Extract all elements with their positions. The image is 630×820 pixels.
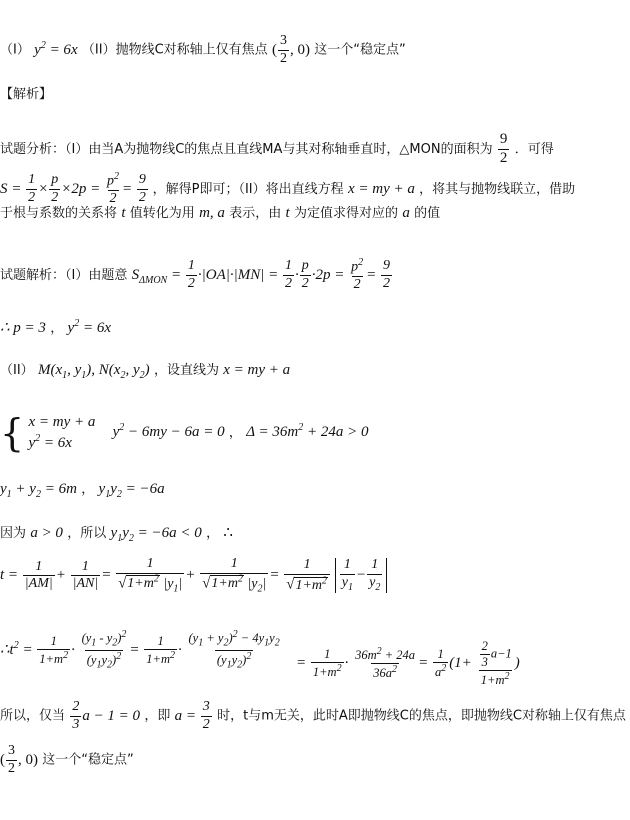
solution-line-6	[0, 526, 233, 544]
p-value: ∴ p = 3	[0, 320, 46, 336]
t-expression: t = $\frac{1}{|AM|}$ + $\frac{1}{|AN|}$ = $\frac{1}{√1+m^2 |y_1|}$ + $\frac{1}{√1+m^2 |y_2|}$ = $\frac{1}{√1+m^2}$ $\frac{1}{y_1}$ − $\frac{1}{y_2}$	[0, 567, 387, 583]
stable-point-text: 这一个“稳定点”	[314, 42, 406, 58]
because-text: 因为	[0, 526, 27, 541]
a-positive: a > 0	[30, 525, 63, 541]
system-eqs: x = my + a $y^2 = 6x$	[28, 414, 96, 452]
comma-4: ，	[206, 526, 220, 541]
t-squared-result: = $\frac{1}{1+m^2}$ · $\frac{36m^2 + 24a}{36a^2}$ = $\frac{1}{a^2}$ (1+ $\frac{2}{3}$ a−1 $1+m^2$ )	[296, 639, 520, 688]
part2-label-2: （II）	[0, 363, 34, 378]
analysis-text-6: 值转化为用	[129, 206, 195, 221]
solution-line-1	[0, 258, 393, 293]
cond-eq: $\frac{2}{3}$ a − 1 = 0	[72, 699, 141, 732]
solution-line-8b	[296, 640, 520, 688]
part1-label: （I）	[0, 42, 30, 58]
quadratic: $y^2 - 6my - 6a = 0$	[112, 422, 225, 441]
solution-line-8	[0, 630, 283, 671]
analysis-line-1	[0, 132, 554, 167]
vieta-sum: $y_1 + y_2 = 6m$	[0, 481, 77, 500]
analysis-text-3: ，解得P即可；（II）将出直线方程	[152, 181, 344, 197]
var-a: a	[402, 205, 410, 221]
comma-2: ，	[228, 425, 242, 441]
comma: ，	[50, 321, 64, 336]
product-negative: $y_1y_2 = -6a < 0$	[110, 525, 202, 544]
solution-line-3	[0, 363, 290, 381]
eq-parabola: $y^2 = 6x$	[34, 39, 78, 58]
solution-line-2	[0, 319, 111, 336]
var-t2: t	[285, 205, 290, 221]
focus-point-2: ( $\frac{3}{2}$ , 0)	[0, 743, 38, 776]
analysis-text-9: 的值	[414, 206, 441, 221]
a-value: a = $\frac{3}{2}$	[174, 699, 210, 732]
conclusion-text-1: 所以，仅当	[0, 708, 66, 724]
system-brace: {	[0, 410, 25, 455]
analysis-text-1: 试题分析：（I）由当A为抛物线C的焦点且直线MA与其对称轴垂直时，△MON的面积为	[0, 141, 493, 157]
answer-line	[0, 34, 406, 66]
analysis-line-3	[0, 206, 440, 221]
comma-3: ，	[81, 482, 95, 497]
conclusion-line-1	[0, 700, 626, 732]
therefore: ∴	[223, 525, 233, 541]
conclusion-line-2	[0, 744, 134, 776]
analysis-text-8: 为定值求得对应的	[294, 206, 399, 221]
area-fraction: $\frac{9}{2}$	[499, 131, 508, 166]
analysis-heading: 【解析】	[0, 87, 53, 102]
part2-label: （II）抛物线C对称轴上仅有焦点	[81, 42, 268, 58]
solution-line-7	[0, 557, 387, 595]
solution-line-4	[0, 412, 368, 454]
line-eq: x = my + a	[347, 180, 415, 197]
analysis-text-2: ．可得	[514, 141, 554, 157]
vieta-product: $y_1y_2 = -6a$	[98, 481, 165, 500]
line-eq-2: x = my + a	[223, 362, 291, 378]
discriminant: $\Delta = 36m^2 + 24a > 0$	[246, 422, 369, 441]
conclusion-text-2: ，即	[144, 708, 171, 724]
solution-text-1: 试题解析：（I）由题意	[0, 267, 128, 283]
analysis-text-5: 于根与系数的关系将	[0, 206, 118, 221]
conclusion-text-3: 时，t与m无关，此时A即抛物线C的焦点，即抛物线C对称轴上仅有焦点	[217, 708, 626, 724]
area-eq: $S_{\Delta MON}$ = $\frac{1}{2}$ ·|OA|·|MN| = $\frac{1}{2}$ · $\frac{p}{2}$ ·2p = $\frac{p^2}{2}$ = $\frac{9}{2}$	[131, 257, 390, 293]
analysis-text-4: ，将其与抛物线联立，借助	[419, 181, 576, 197]
analysis-text-7: 表示，由	[229, 206, 282, 221]
analysis-line-2	[0, 172, 575, 207]
var-ma: m, a	[199, 205, 225, 221]
conclusion-text-4: 这一个“稳定点”	[42, 752, 134, 768]
eq-parabola-2: $y^2 = 6x$	[67, 318, 111, 336]
var-t: t	[121, 205, 126, 221]
solution-text-2: ，设直线为	[153, 363, 219, 378]
so-text: ，所以	[67, 526, 107, 541]
points-mn: $M(x_1$, $y_1$), $N(x_2$, $y_2$)	[37, 362, 150, 381]
focus-point: ( $\frac{3}{2}$ , 0)	[271, 33, 310, 66]
area-formula: S = $\frac{1}{2}$ × $\frac{p}{2}$ ×2p = $\frac{p^2}{2}$ = $\frac{9}{2}$	[0, 171, 146, 207]
solution-line-5	[0, 482, 165, 500]
t-squared: $\therefore t^2$ = $\frac{1}{1+m^2}$ · $\frac{(y_1 - y_2)^2}{(y_1y_2)^2}$ = $\frac{1}{1+m^2}$ · $\frac{(y_1 + y_2)^2 - 4y_1y_2}{(y_1y_2)^2}$	[0, 629, 280, 671]
